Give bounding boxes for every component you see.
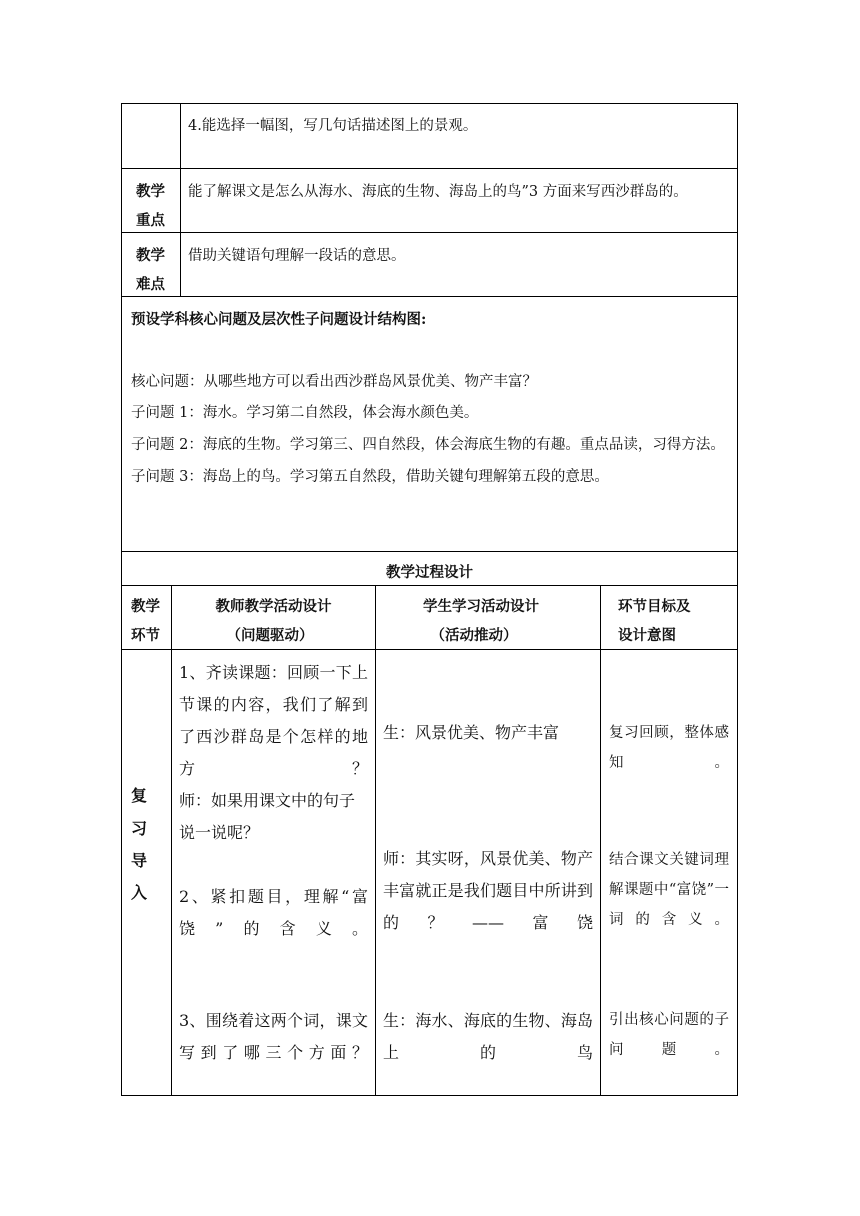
- goal-2: 结合课文关键词理解课题中“富饶”一词的含义。: [609, 852, 729, 928]
- table-border: [121, 551, 738, 552]
- key-points-label-line1: 教学: [136, 183, 165, 200]
- key-points-text: 能了解课文是怎么从海水、海底的生物、海岛上的鸟”3 方面来写西沙群岛的。: [188, 184, 688, 200]
- header-stage-line1: 教学: [131, 598, 160, 615]
- header-stage-line2: 环节: [131, 627, 160, 644]
- table-border: [121, 168, 738, 169]
- goal-3: 引出核心问题的子问题。: [609, 1012, 729, 1058]
- table-border: [121, 103, 738, 104]
- student-activity-1: 生：风景优美、物产丰富: [383, 723, 560, 742]
- teacher-activity-1: 1、齐读课题：回顾一下上节课的内容，我们了解到了西沙群岛是个怎样的地方？: [179, 663, 368, 778]
- objective-item-4: 4.能选择一幅图，写几句话描述图上的景观。: [188, 118, 478, 134]
- table-border: [121, 585, 738, 586]
- difficulties-text: 借助关键语句理解一段话的意思。: [188, 248, 406, 264]
- teacher-activity-3: 3、围绕着这两个词，课文写到了哪三个方面？: [179, 1011, 368, 1062]
- student-activity-2: 师：其实呀，风景优美、物产丰富就正是我们题目中所讲到的？——富饶: [383, 849, 593, 932]
- header-student-line2: （活动推动）: [430, 627, 518, 644]
- student-activity-3: 生：海水、海底的生物、海岛上的鸟: [383, 1011, 593, 1062]
- header-goal-line2: 设计意图: [618, 627, 676, 644]
- header-teacher-line1: 教师教学活动设计: [215, 598, 332, 615]
- stage-char: 复: [131, 786, 148, 805]
- stage-char: 导: [131, 851, 148, 870]
- teacher-activity-2: 2、紧扣题目，理解“富饶”的含义。: [179, 887, 368, 938]
- sub-question-2: 子问题 2：海底的生物。学习第三、四自然段，体会海底生物的有趣。重点品读，习得方法。: [131, 437, 725, 453]
- key-points-label-line2: 重点: [136, 212, 165, 229]
- table-border: [600, 585, 601, 1096]
- table-border: [375, 585, 376, 1096]
- structure-title: 预设学科核心问题及层次性子问题设计结构图:: [131, 311, 427, 328]
- header-student-line1: 学生学习活动设计: [423, 598, 539, 615]
- table-border: [121, 1095, 738, 1096]
- header-goal-line1: 环节目标及: [618, 598, 691, 615]
- core-question: 核心问题：从哪些地方可以看出西沙群岛风景优美、物产丰富？: [131, 374, 537, 390]
- difficulties-label-line2: 难点: [136, 276, 165, 293]
- goal-1: 复习回顾，整体感知。: [609, 725, 729, 771]
- sub-question-1: 子问题 1：海水。学习第二自然段，体会海水颜色美。: [131, 405, 479, 421]
- teacher-activity-1b: 师：如果用课文中的句子说一说呢？: [179, 791, 356, 842]
- stage-char: 入: [131, 883, 148, 902]
- table-border: [121, 232, 738, 233]
- stage-char: 习: [131, 819, 148, 838]
- table-border: [171, 585, 172, 1096]
- difficulties-label-line1: 教学: [136, 247, 165, 264]
- table-border: [121, 649, 738, 650]
- table-border: [121, 103, 122, 1096]
- table-border: [180, 103, 181, 297]
- sub-question-3: 子问题 3：海岛上的鸟。学习第五自然段，借助关键句理解第五段的意思。: [131, 469, 609, 485]
- header-teacher-line2: （问题驱动）: [226, 627, 314, 644]
- process-title: 教学过程设计: [386, 564, 473, 581]
- table-border: [737, 103, 738, 1096]
- table-border: [121, 296, 738, 297]
